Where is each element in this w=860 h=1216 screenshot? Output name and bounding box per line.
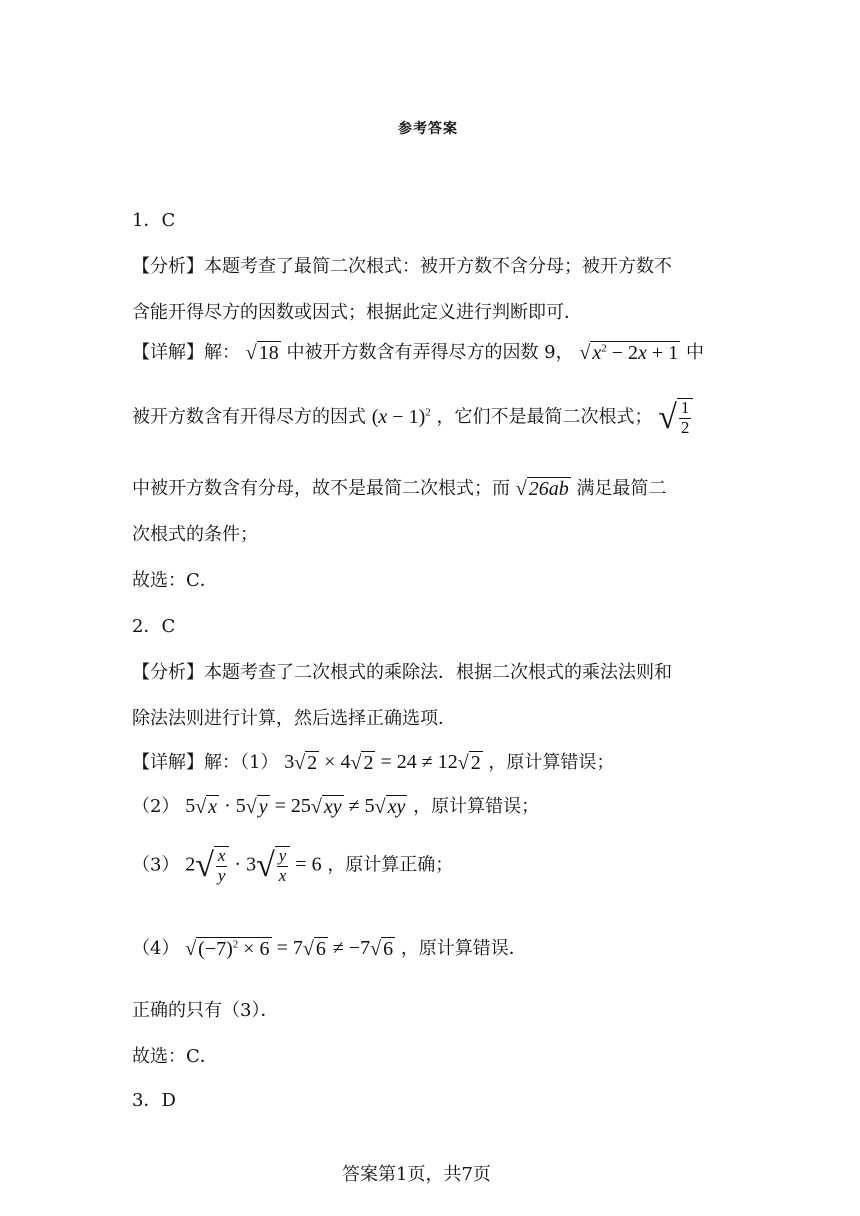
q1-analysis-line2: 含能开得尽方的因数或因式；根据此定义进行判断即可． bbox=[132, 302, 582, 323]
item-prefix: （2） bbox=[132, 796, 180, 817]
q2-analysis-line2: 除法法则进行计算，然后选择正确选项． bbox=[132, 708, 456, 729]
item-prefix: （3） bbox=[132, 854, 180, 876]
sqrt-26ab-formula: √ 26ab bbox=[515, 478, 569, 500]
q2-conclusion: 正确的只有（3）． bbox=[132, 1000, 279, 1021]
detail-text: ，它们不是最简二次根式； bbox=[436, 406, 653, 428]
q2-item1 bbox=[132, 748, 614, 775]
analysis-label: 【分析】 bbox=[132, 256, 204, 277]
detail-text: 满足最简二 bbox=[576, 478, 667, 499]
q2-item4 bbox=[132, 934, 527, 961]
sqrt-18-formula: √ 18 bbox=[245, 342, 279, 364]
item-prefix: （4） bbox=[132, 938, 180, 959]
detail-text: 被开方数含有开得尽方的因式 bbox=[132, 406, 366, 428]
item-prefix: 解：（1） bbox=[204, 752, 279, 773]
q2-answer: 2．C bbox=[132, 616, 176, 637]
radicand-26ab: 26ab bbox=[528, 478, 569, 500]
q1-choose: 故选：C． bbox=[132, 570, 218, 591]
q1-answer: 1．C bbox=[132, 210, 176, 231]
analysis-text: 本题考查了二次根式的乘除法．根据二次根式的乘法法则和 bbox=[204, 662, 672, 683]
detail-text: 中被开方数含有弄得尽方的因数 9， bbox=[286, 342, 574, 363]
q1-detail-line1 bbox=[132, 338, 704, 365]
item-suffix: ，原计算错误； bbox=[488, 752, 615, 773]
q1-detail-line2 bbox=[132, 398, 693, 437]
factor-formula: $(x - 1)^2$ bbox=[371, 406, 431, 429]
q2-item2 bbox=[132, 792, 539, 819]
q2-choose: 故选：C． bbox=[132, 1046, 218, 1067]
q2-analysis-line1 bbox=[132, 658, 672, 684]
item3-formula: 2√ $\frac{x}{y}$ · 3√ $\frac{y}{x}$ = 6 bbox=[185, 846, 322, 885]
q3-answer: 3．D bbox=[132, 1090, 176, 1111]
detail-label: 【详解】 bbox=[132, 752, 204, 773]
item-suffix: ，原计算错误； bbox=[413, 796, 540, 817]
radicand-18: 18 bbox=[258, 342, 279, 364]
item1-formula: 3√ 2 × 4√ 2 = 24 ≠ 12√ 2 bbox=[284, 750, 481, 775]
analysis-label: 【分析】 bbox=[132, 662, 204, 683]
q1-analysis-line1 bbox=[132, 252, 672, 278]
detail-label: 【详解】 bbox=[132, 342, 204, 363]
page-title: 参考答案 bbox=[398, 121, 458, 137]
detail-text: 解： bbox=[204, 342, 240, 363]
sqrt-quadratic-formula: √ $x^2 - 2x + 1$ bbox=[579, 342, 679, 364]
sqrt-half-formula: √ $\frac{1}{2}$ bbox=[658, 398, 693, 437]
analysis-text: 本题考查了最简二次根式：被开方数不含分母；被开方数不 bbox=[204, 256, 672, 277]
item2-formula: 5√ x · 5√ y = 25√ xy ≠ 5√ xy bbox=[185, 794, 406, 819]
detail-text: 中被开方数含有分母，故不是最简二次根式；而 bbox=[132, 478, 510, 499]
q1-detail-line3 bbox=[132, 474, 666, 501]
page-footer: 答案第1页，共7页 bbox=[342, 1164, 491, 1185]
detail-text: 中 bbox=[685, 342, 704, 363]
q2-item3 bbox=[132, 846, 453, 885]
item-suffix: ，原计算正确； bbox=[327, 854, 454, 876]
item-suffix: ，原计算错误． bbox=[400, 938, 527, 959]
item4-formula: √ $(-7)^2 \times 6 = 7√$ 6 ≠ −7√ 6 bbox=[185, 936, 394, 961]
q1-detail-line4: 次根式的条件； bbox=[132, 524, 258, 545]
